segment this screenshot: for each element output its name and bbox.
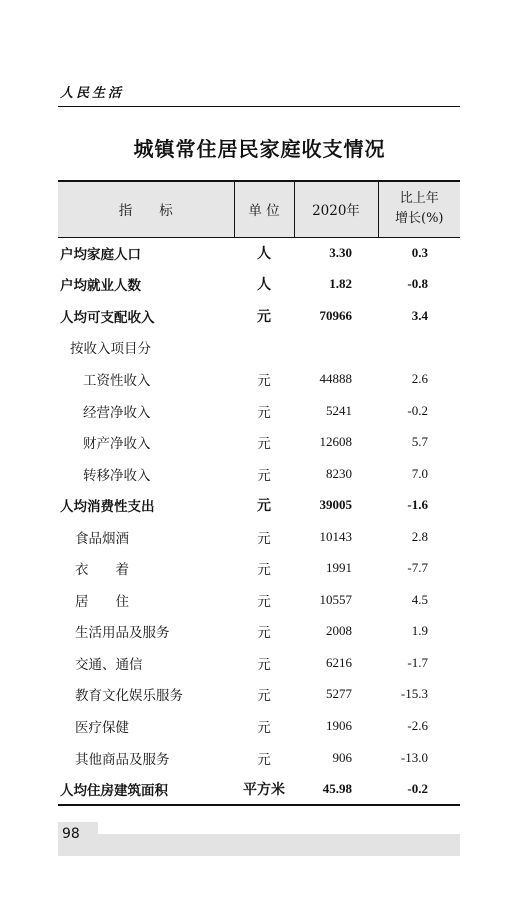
row-value: 3.30 (329, 245, 352, 261)
row-value: 1.82 (329, 276, 352, 292)
row-growth: 0.3 (411, 245, 428, 261)
table-row (58, 742, 460, 774)
row-value: 70966 (319, 307, 352, 323)
row-unit: 人 (257, 246, 271, 263)
header-rule (58, 106, 460, 107)
row-unit: 元 (257, 719, 271, 736)
table-row (58, 552, 460, 584)
row-growth (378, 332, 460, 364)
row-unit: 人 (257, 277, 271, 294)
row-value: 1906 (326, 717, 352, 733)
row-name: 其他商品及服务 (75, 751, 170, 768)
table-row (58, 773, 460, 805)
row-name: 生活用品及服务 (75, 625, 170, 642)
row-name: 转移净收入 (83, 467, 151, 484)
row-growth: -7.7 (407, 560, 428, 576)
row-value: 12608 (319, 434, 352, 450)
row-name: 户均家庭人口 (60, 247, 141, 264)
row-unit: 元 (257, 751, 271, 768)
row-growth: 5.7 (411, 434, 428, 450)
row-name: 居 住 (75, 593, 129, 610)
row-growth: -15.3 (400, 686, 428, 702)
row-value: 8230 (326, 465, 352, 481)
row-growth: -13.0 (400, 749, 428, 765)
row-unit: 元 (257, 404, 271, 421)
row-value: 906 (332, 749, 352, 765)
header-growth: 比上年 增长(%) (378, 181, 460, 237)
header-year: 2020年 (294, 181, 378, 237)
header-indicator: 指 标 (58, 181, 234, 237)
row-growth: -0.8 (407, 276, 428, 292)
row-growth: -0.2 (407, 402, 428, 418)
row-growth: 1.9 (411, 623, 428, 639)
table-row (58, 300, 460, 332)
table-row (58, 584, 460, 616)
table-row (58, 332, 460, 364)
row-growth: -2.6 (407, 717, 428, 733)
row-name: 经营净收入 (83, 404, 151, 421)
row-value: 44888 (319, 370, 352, 386)
row-name: 衣 着 (75, 562, 129, 579)
row-name: 户均就业人数 (60, 278, 141, 295)
table-row (58, 237, 460, 269)
table-row (58, 426, 460, 458)
row-unit: 元 (257, 625, 271, 642)
row-growth: 7.0 (411, 465, 428, 481)
row-growth: -1.7 (407, 654, 428, 670)
row-unit: 元 (257, 688, 271, 705)
row-value: 45.98 (294, 773, 378, 805)
row-name: 人均消费性支出 (60, 499, 155, 516)
row-value (294, 332, 378, 364)
row-growth: 2.8 (411, 528, 428, 544)
table-row (58, 363, 460, 395)
table-row (58, 458, 460, 490)
row-unit: 元 (257, 308, 271, 325)
row-name: 医疗保健 (75, 719, 129, 736)
page-number: 98 (62, 826, 80, 842)
row-name: 财产净收入 (83, 436, 151, 453)
table-header-row (58, 181, 460, 237)
row-unit: 元 (257, 593, 271, 610)
row-growth: 4.5 (411, 591, 428, 607)
stats-table (58, 180, 460, 806)
row-name: 按收入项目分 (70, 341, 151, 358)
footer-band (58, 834, 460, 856)
row-value: 10557 (319, 591, 352, 607)
row-unit: 元 (257, 372, 271, 389)
row-growth: -1.6 (407, 497, 428, 513)
table-row (58, 647, 460, 679)
row-name: 人均住房建筑面积 (58, 773, 234, 805)
table-row (58, 269, 460, 301)
row-unit: 元 (257, 562, 271, 579)
table-row (58, 710, 460, 742)
running-head: 人民生活 (60, 86, 125, 101)
row-growth: 3.4 (411, 307, 428, 323)
row-unit: 元 (257, 436, 271, 453)
row-unit: 平方米 (234, 773, 294, 805)
row-growth: -0.2 (378, 773, 460, 805)
row-unit: 元 (257, 656, 271, 673)
row-value: 1991 (326, 560, 352, 576)
row-growth: 2.6 (411, 370, 428, 386)
row-value: 5277 (326, 686, 352, 702)
row-value: 2008 (326, 623, 352, 639)
row-unit: 元 (257, 467, 271, 484)
row-name: 工资性收入 (83, 372, 151, 389)
row-name: 人均可支配收入 (60, 309, 155, 326)
table-row (58, 489, 460, 521)
row-value: 10143 (319, 528, 352, 544)
row-unit: 元 (257, 530, 271, 547)
table-row (58, 616, 460, 648)
table-row (58, 679, 460, 711)
page-title: 城镇常住居民家庭收支情况 (133, 137, 386, 161)
row-value: 5241 (326, 402, 352, 418)
table-body (58, 237, 460, 805)
row-name: 教育文化娱乐服务 (75, 688, 183, 705)
header-unit: 单 位 (234, 181, 294, 237)
row-value: 6216 (326, 654, 352, 670)
row-name: 食品烟酒 (75, 530, 129, 547)
table-row (58, 395, 460, 427)
row-value: 39005 (319, 497, 352, 513)
table-row (58, 521, 460, 553)
row-name: 交通、通信 (75, 656, 143, 673)
row-unit: 元 (257, 498, 271, 515)
row-unit (234, 332, 294, 364)
